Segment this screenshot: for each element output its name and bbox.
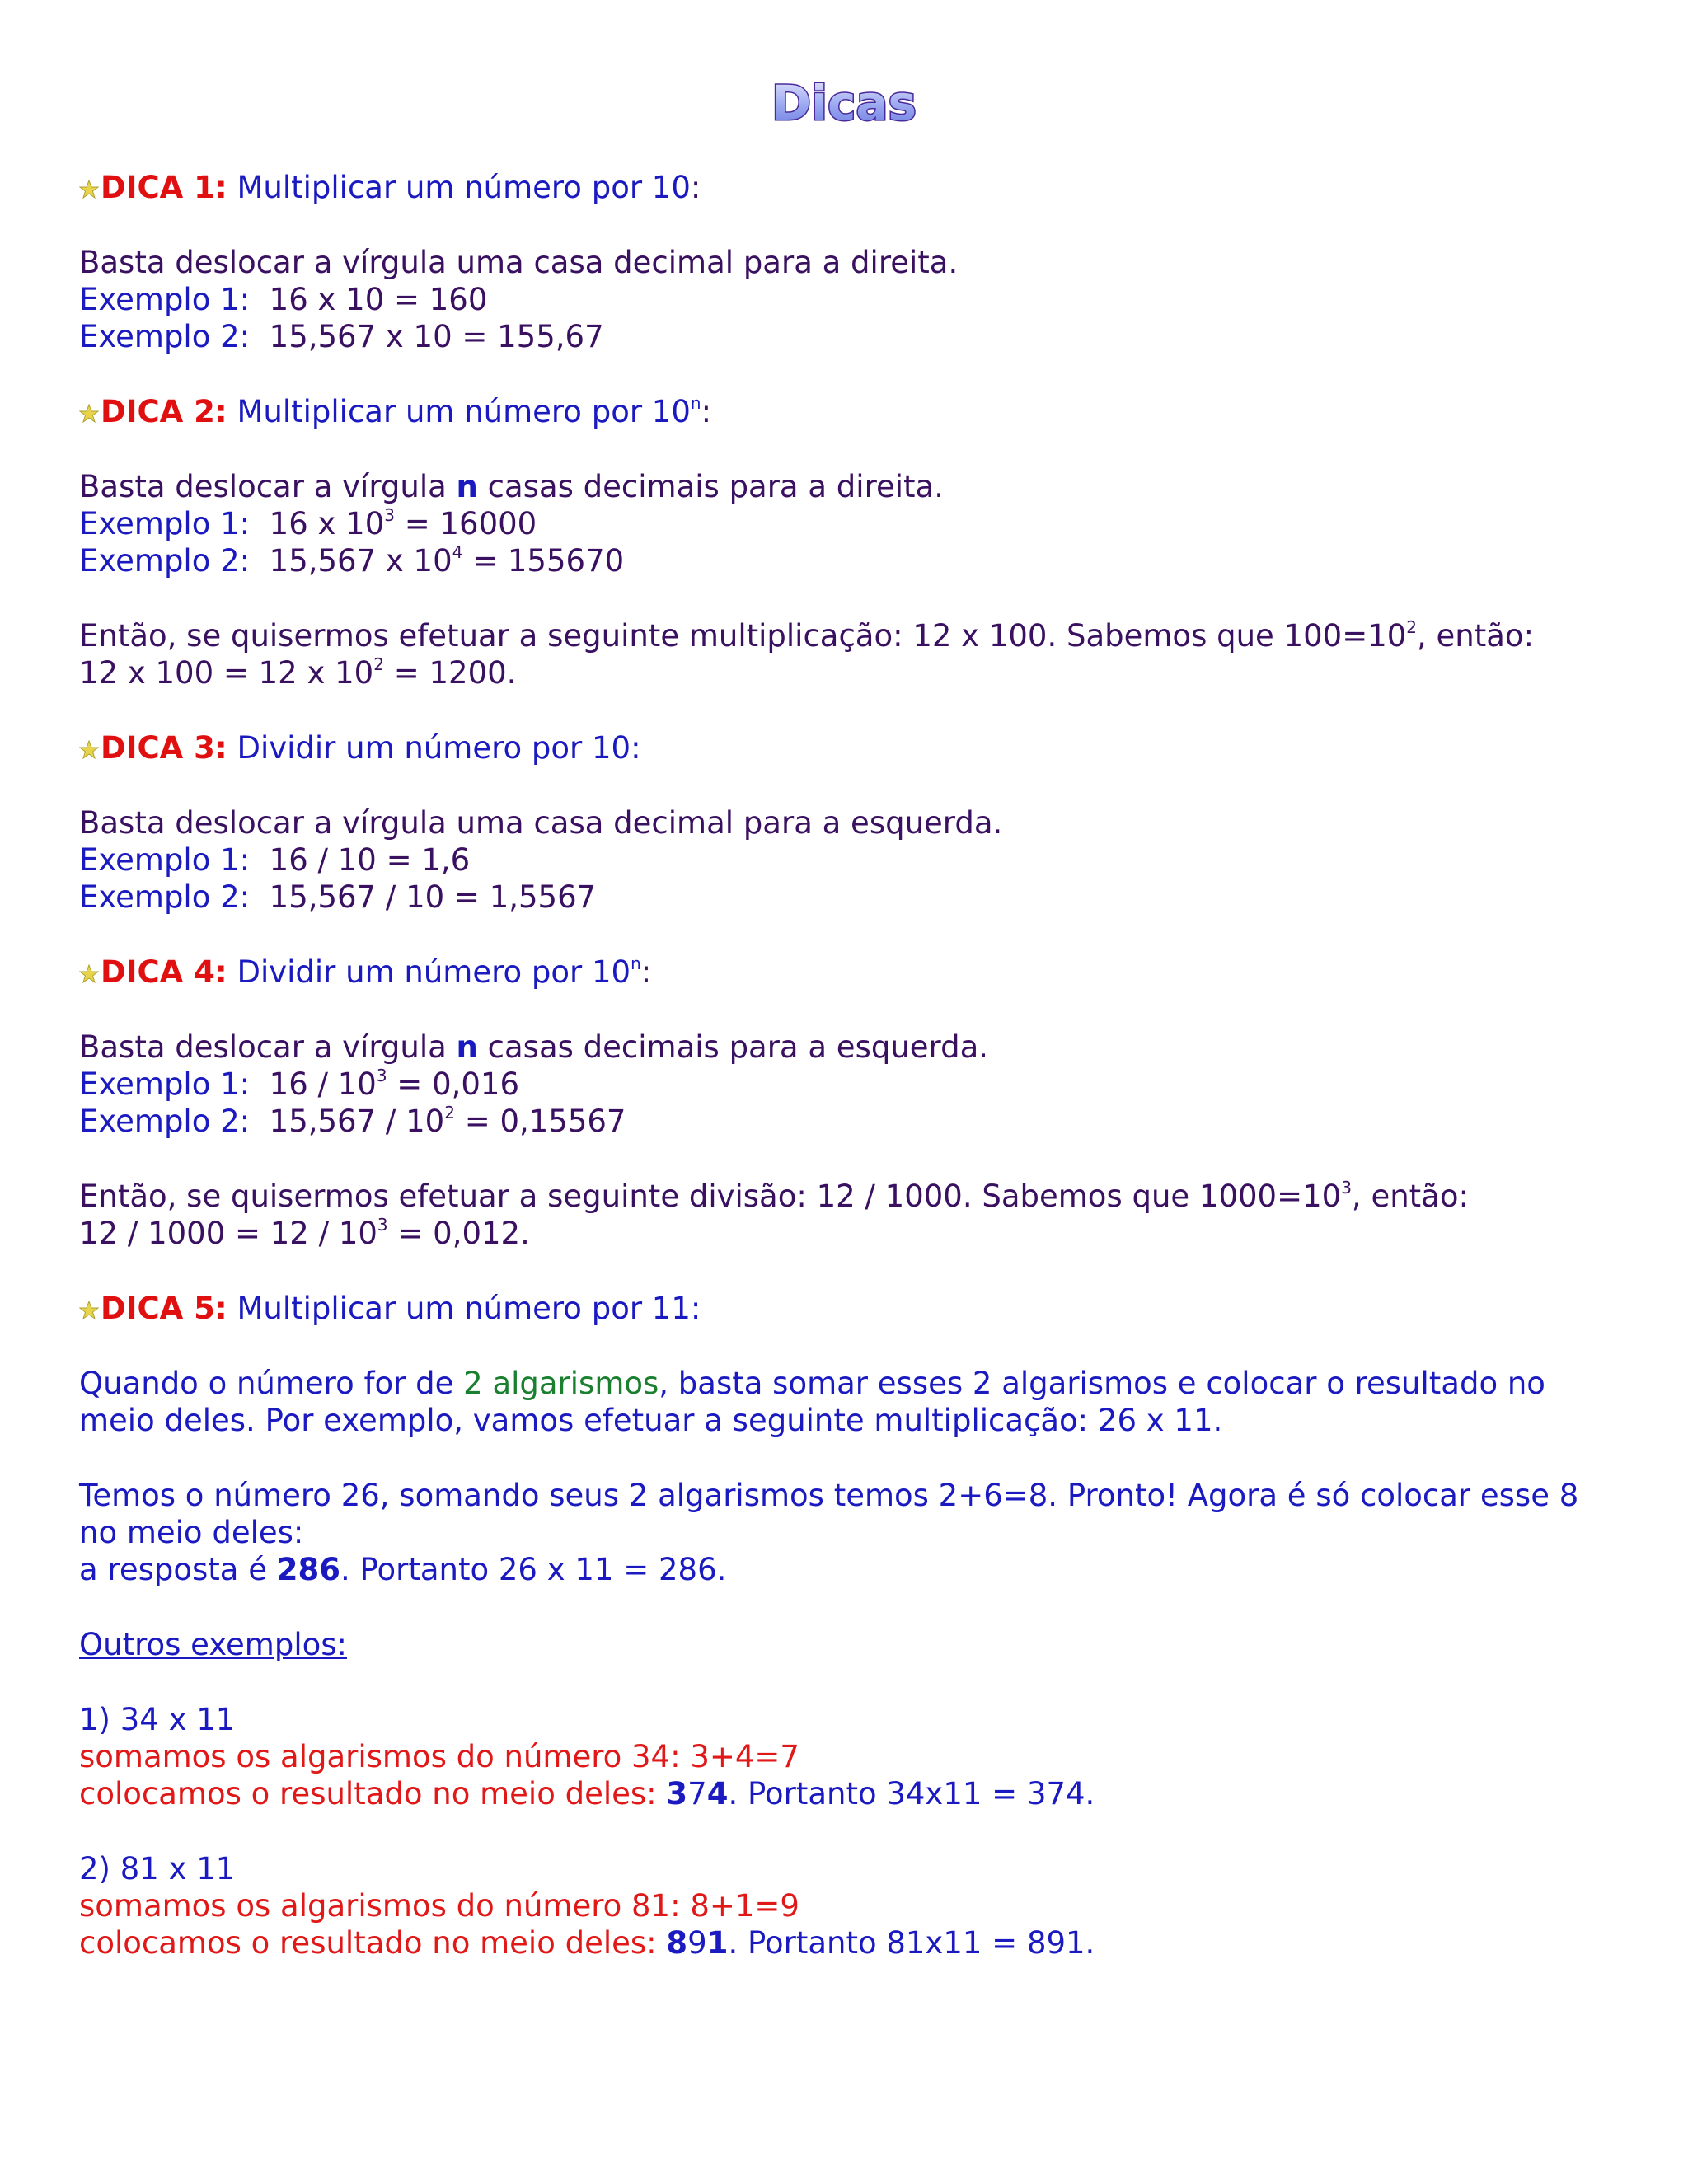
dica-5-label: DICA 5: xyxy=(101,1291,227,1326)
dica-5-heading xyxy=(79,1290,701,1327)
example-1-result: colocamos o resultado no meio deles: 374. Portanto 34x11 = 374. xyxy=(79,1776,1095,1811)
example-1-title: 1) 34 x 11 xyxy=(79,1702,236,1737)
dica-2-title: Multiplicar um número por 10$^n$ xyxy=(237,393,701,429)
dica-4-description: Basta deslocar a vírgula n casas decimais para a esquerda. xyxy=(79,1029,989,1065)
dica-5-paragraph-2-line-3: a resposta é 286. Portanto 26 x 11 = 286. xyxy=(79,1552,727,1587)
dica-4-example-2: Exemplo 2: $15,567 / 10^2 = 0,15567$ xyxy=(79,1103,626,1139)
dica-2-then-result: 12 x 100 = 12 x $10^2 = 1200$. xyxy=(79,654,517,691)
star-icon xyxy=(79,180,99,199)
example-2-result: colocamos o resultado no meio deles: 891. Portanto 81x11 = 891. xyxy=(79,1925,1095,1961)
dica-5-paragraph-2-line-2: no meio deles: xyxy=(79,1515,304,1550)
dica-5-paragraph-1-line-1: Quando o número for de 2 algarismos, basta somar esses 2 algarismos e colocar o resultado no xyxy=(79,1366,1545,1401)
page-title xyxy=(0,74,1688,135)
dica-1-title: Multiplicar um número por 10 xyxy=(237,170,691,205)
star-icon xyxy=(79,740,99,760)
dica-1-label: DICA 1: xyxy=(101,170,227,205)
dica-1-example-2: Exemplo 2: 15,567 x 10 = 155,67 xyxy=(79,319,604,354)
example-2-sum: somamos os algarismos do número 81: 8+1=9 xyxy=(79,1888,799,1924)
dica-2-label: DICA 2: xyxy=(101,394,227,429)
dica-4-then-line: Então, se quisermos efetuar a seguinte divisão: 12 / 1000. Sabemos que $1000=10^3$, então: xyxy=(79,1178,1469,1214)
dica-3-description: Basta deslocar a vírgula uma casa decimal para a esquerda. xyxy=(79,805,1003,841)
dica-2-example-2: Exemplo 2: 15,567 x $10^4 = 155670$ xyxy=(79,542,625,579)
dica-1-example-1: Exemplo 1: 16 x 10 = 160 xyxy=(79,282,488,317)
dica-2-example-1: Exemplo 1: 16 x $10^3 = 16000$ xyxy=(79,505,537,541)
dica-1-heading: DICA 1: Multiplicar um número por 10: xyxy=(79,169,701,206)
page-title-text: Dicas xyxy=(771,75,917,131)
dica-2-description: Basta deslocar a vírgula n casas decimais para a direita. xyxy=(79,469,944,504)
example-1-sum: somamos os algarismos do número 34: 3+4=7 xyxy=(79,1739,799,1774)
dica-1-description: Basta deslocar a vírgula uma casa decimal para a direita. xyxy=(79,245,959,280)
dica-3-label: DICA 3: xyxy=(101,730,227,766)
dica-4-example-1: Exemplo 1: $16 / 10^3 = 0,016$ xyxy=(79,1066,519,1102)
dica-3-example-1: Exemplo 1: 16 / 10 = 1,6 xyxy=(79,842,471,878)
dica-2-heading: DICA 2: Multiplicar um número por 10$^n$: xyxy=(79,393,711,430)
dica-4-heading: DICA 4: Dividir um número por 10$^n$: xyxy=(79,954,651,991)
star-icon xyxy=(79,964,99,984)
example-2-title: 2) 81 x 11 xyxy=(79,1851,236,1886)
dica-3-example-2: Exemplo 2: 15,567 / 10 = 1,5567 xyxy=(79,879,597,915)
star-icon xyxy=(79,1301,99,1320)
other-examples-heading: Outros exemplos: xyxy=(79,1627,347,1662)
page-title-logo xyxy=(762,74,926,132)
dica-5-paragraph-2-line-1: Temos o número 26, somando seus 2 algarismos temos 2+6=8. Pronto! Agora é só colocar esse 8 xyxy=(79,1478,1579,1513)
dica-4-then-result: $12 / 1000 = 12 / 10^3 = 0,012$. xyxy=(79,1215,530,1251)
dica-4-label: DICA 4: xyxy=(101,954,227,990)
dica-3-heading xyxy=(79,729,641,766)
dica-3-title: Dividir um número por 10: xyxy=(237,730,641,766)
dica-2-then-line: Então, se quisermos efetuar a seguinte multiplicação: 12 x 100. Sabemos que $100=10^2$, então: xyxy=(79,617,1535,654)
dica-4-title: Dividir um número por 10$^n$ xyxy=(237,954,641,990)
dica-5-title: Multiplicar um número por 11: xyxy=(237,1291,701,1326)
star-icon xyxy=(79,404,99,424)
dica-5-paragraph-1-line-2: meio deles. Por exemplo, vamos efetuar a seguinte multiplicação: 26 x 11. xyxy=(79,1403,1223,1438)
